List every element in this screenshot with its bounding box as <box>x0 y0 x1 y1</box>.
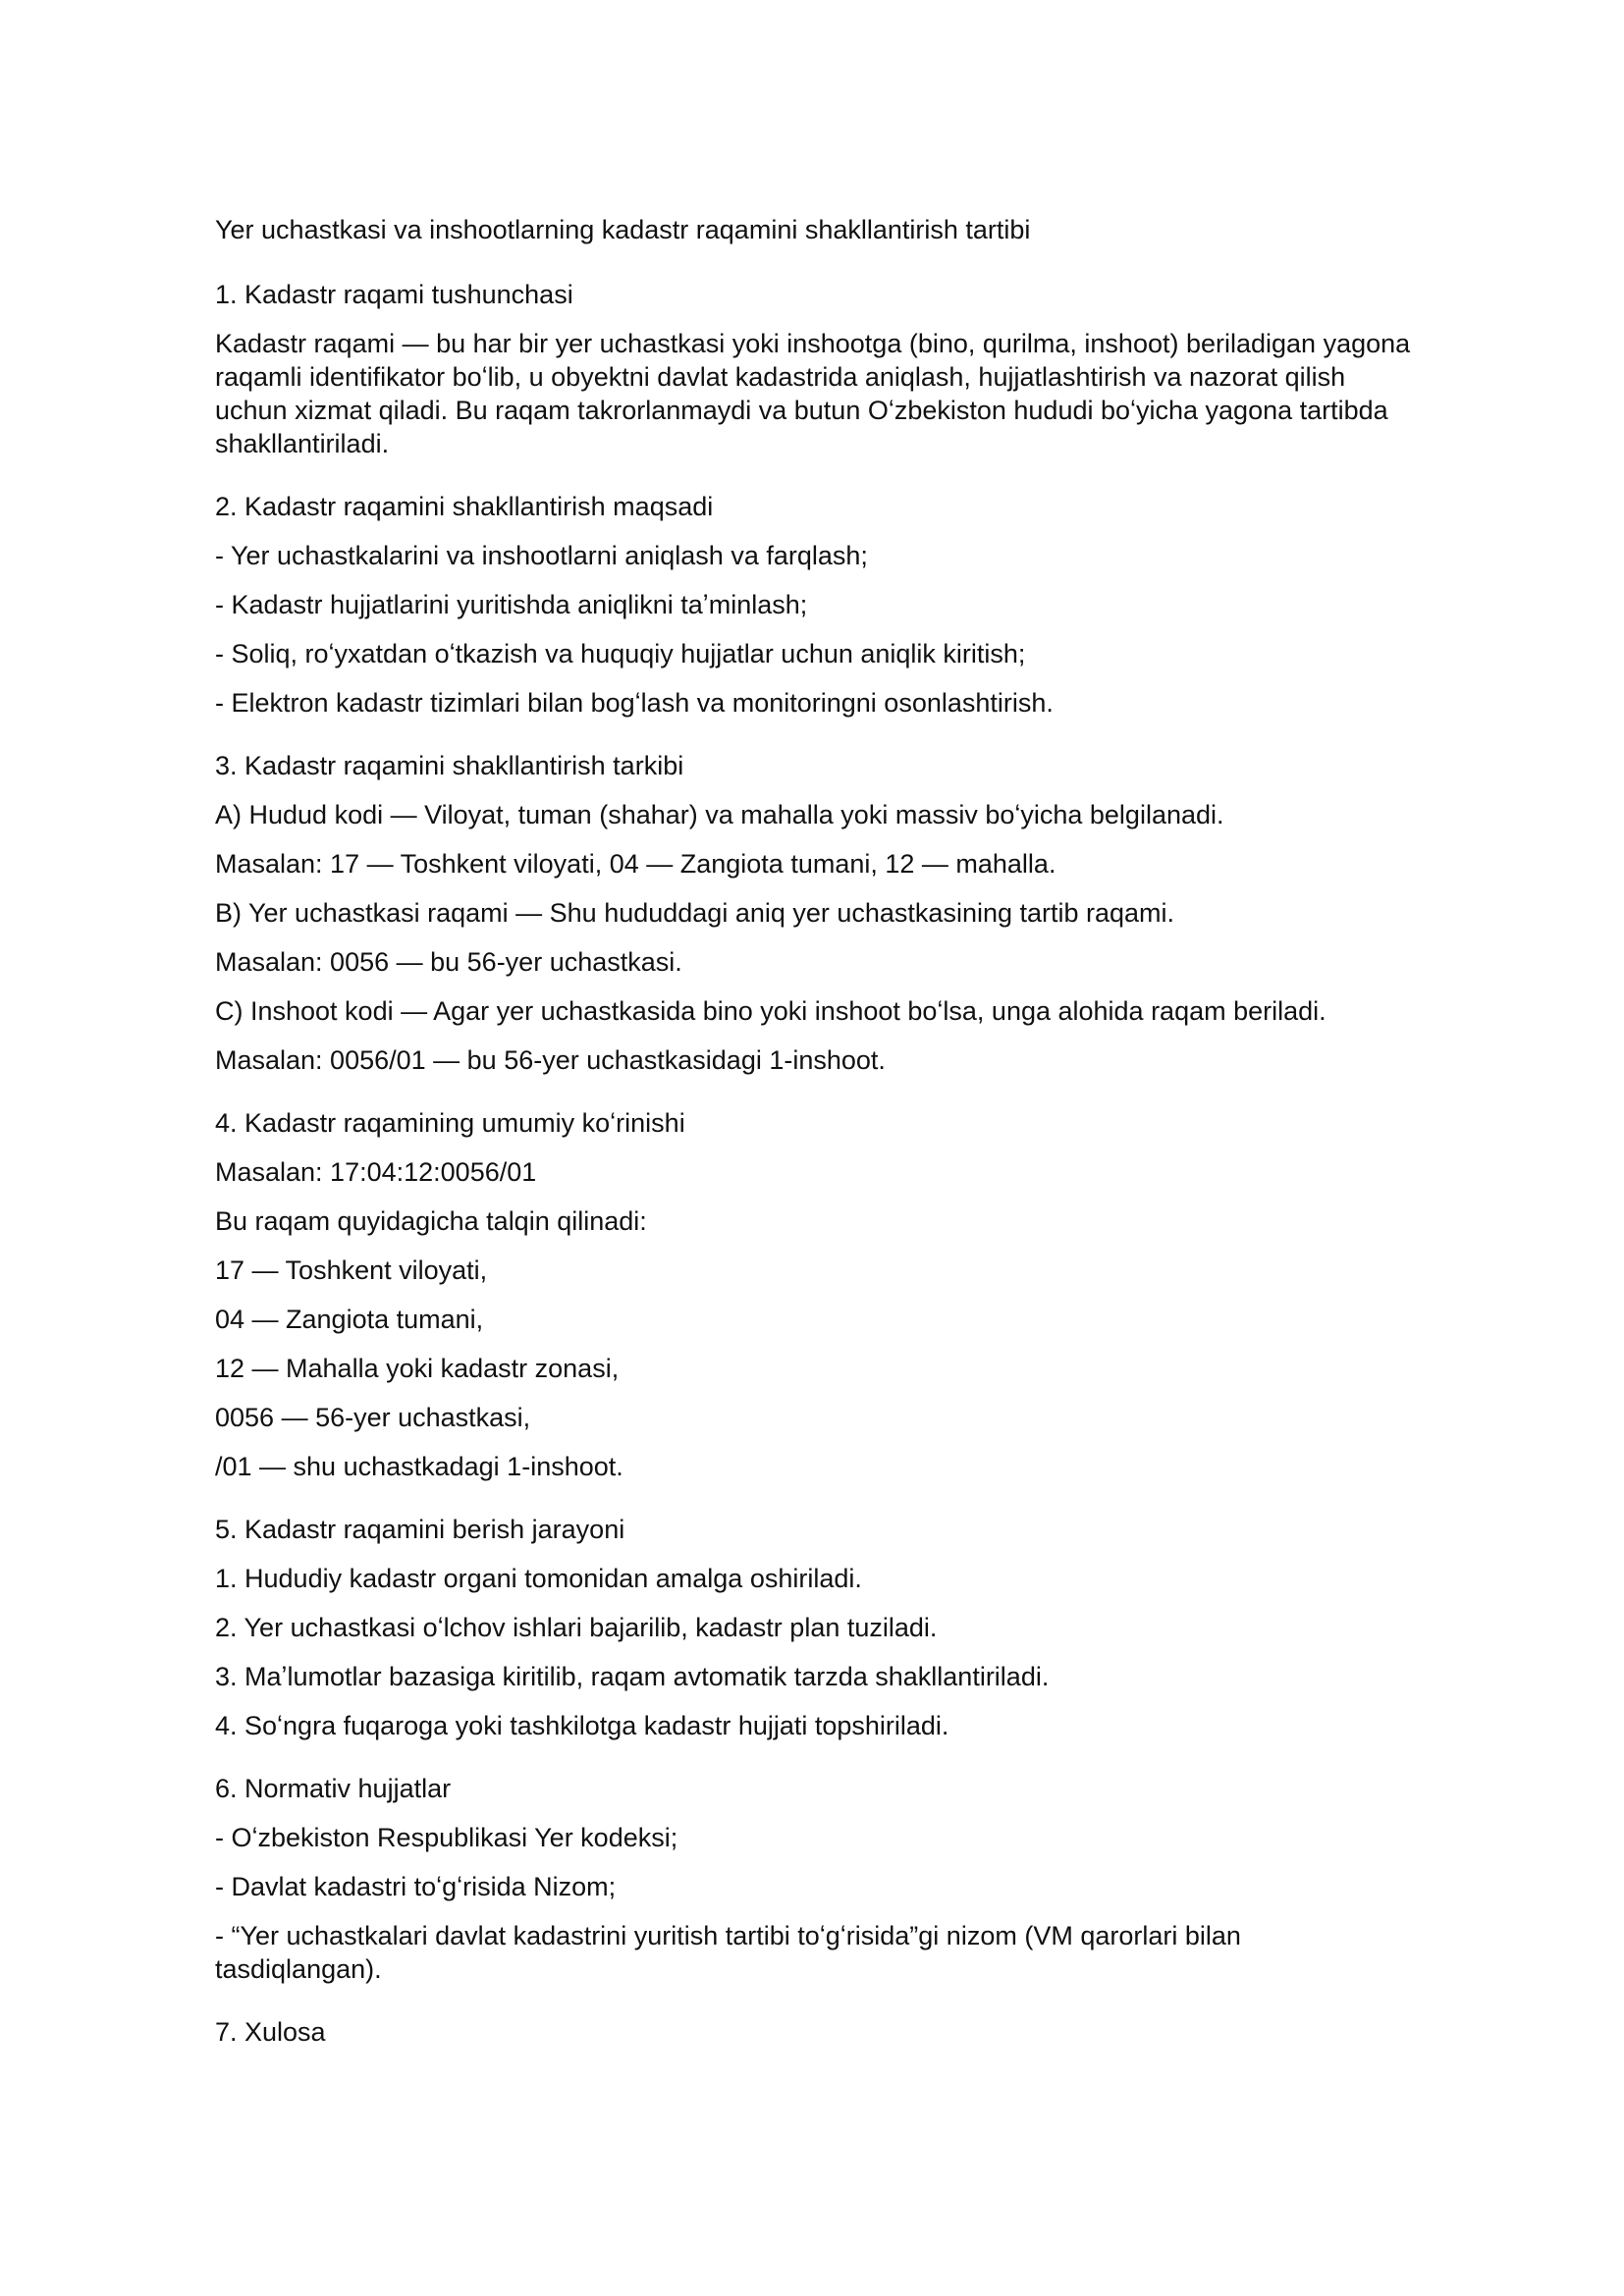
list-item: A) Hudud kodi — Viloyat, tuman (shahar) va mahalla yoki massiv boʻyicha belgilanadi. <box>215 800 1224 829</box>
section-concept <box>215 278 1413 460</box>
list-item: - Yer uchastkalarini va inshootlarni aniqlash va farqlash; <box>215 541 868 570</box>
section-general-view <box>215 1106 1413 1483</box>
section-purpose <box>215 490 1413 720</box>
list-item: 4. Soʻngra fuqaroga yoki tashkilotga kadastr hujjati topshiriladi. <box>215 1711 949 1740</box>
list-item: C) Inshoot kodi — Agar yer uchastkasida bino yoki inshoot boʻlsa, unga alohida raqam beriladi. <box>215 996 1326 1026</box>
section-heading: 1. Kadastr raqami tushunchasi <box>215 280 573 309</box>
list-item: - “Yer uchastkalari davlat kadastrini yuritish tartibi toʻgʻrisida”gi nizom (VM qarorlari bilan tasdiqlangan). <box>215 1921 1241 1984</box>
list-item: 1. Hududiy kadastr organi tomonidan amalga oshiriladi. <box>215 1564 862 1593</box>
section-heading: 3. Kadastr raqamini shakllantirish tarkibi <box>215 751 684 780</box>
list-item: Masalan: 17 — Toshkent viloyati, 04 — Zangiota tumani, 12 — mahalla. <box>215 849 1056 879</box>
list-item: Bu raqam quyidagicha talqin qilinadi: <box>215 1206 647 1236</box>
list-item: - Elektron kadastr tizimlari bilan bogʻlash va monitoringni osonlashtirish. <box>215 688 1054 718</box>
section-heading: 4. Kadastr raqamining umumiy koʻrinishi <box>215 1108 685 1138</box>
section-structure <box>215 749 1413 1077</box>
list-item: 04 — Zangiota tumani, <box>215 1305 484 1334</box>
section-heading: 5. Kadastr raqamini berish jarayoni <box>215 1515 625 1544</box>
list-item: B) Yer uchastkasi raqami — Shu hududdagi aniq yer uchastkasining tartib raqami. <box>215 898 1175 928</box>
list-item: 12 — Mahalla yoki kadastr zonasi, <box>215 1354 620 1383</box>
list-item: Masalan: 17:04:12:0056/01 <box>215 1157 537 1187</box>
section-heading: 7. Xulosa <box>215 2017 326 2047</box>
section-normative-documents <box>215 1772 1413 1986</box>
list-item: 3. Maʼlumotlar bazasiga kiritilib, raqam avtomatik tarzda shakllantiriladi. <box>215 1662 1050 1691</box>
list-item: 2. Yer uchastkasi oʻlchov ishlari bajarilib, kadastr plan tuziladi. <box>215 1613 938 1642</box>
section-heading: 6. Normativ hujjatlar <box>215 1774 452 1803</box>
section-conclusion <box>215 2015 1413 2049</box>
list-item: - Kadastr hujjatlarini yuritishda aniqlikni taʼminlash; <box>215 590 808 619</box>
list-item: - Soliq, roʻyxatdan oʻtkazish va huquqiy hujjatlar uchun aniqlik kiritish; <box>215 639 1026 668</box>
section-paragraph: Kadastr raqami — bu har bir yer uchastkasi yoki inshootga (bino, qurilma, inshoot) beriladigan yagona raqamli identifikator boʻlib, u obyektni davlat kadastrida aniqlash, hujjatlashtirish va nazorat qilish uchun xizmat qiladi. Bu raqam takrorlanmaydi va butun Oʻzbekiston hududi boʻyicha yagona tartibda shakllantiriladi. <box>215 329 1411 458</box>
list-item: /01 — shu uchastkadagi 1-inshoot. <box>215 1452 623 1481</box>
list-item: - Davlat kadastri toʻgʻrisida Nizom; <box>215 1872 617 1901</box>
list-item: Masalan: 0056 — bu 56-yer uchastkasi. <box>215 947 682 977</box>
list-item: 0056 — 56-yer uchastkasi, <box>215 1403 531 1432</box>
document-title: Yer uchastkasi va inshootlarning kadastr raqamini shakllantirish tartibi <box>215 215 1031 244</box>
section-heading: 2. Kadastr raqamini shakllantirish maqsadi <box>215 492 714 521</box>
list-item: Masalan: 0056/01 — bu 56-yer uchastkasidagi 1-inshoot. <box>215 1045 886 1075</box>
list-item: - Oʻzbekiston Respublikasi Yer kodeksi; <box>215 1823 678 1852</box>
section-process <box>215 1513 1413 1742</box>
list-item: 17 — Toshkent viloyati, <box>215 1255 488 1285</box>
document-content <box>215 213 1413 2078</box>
